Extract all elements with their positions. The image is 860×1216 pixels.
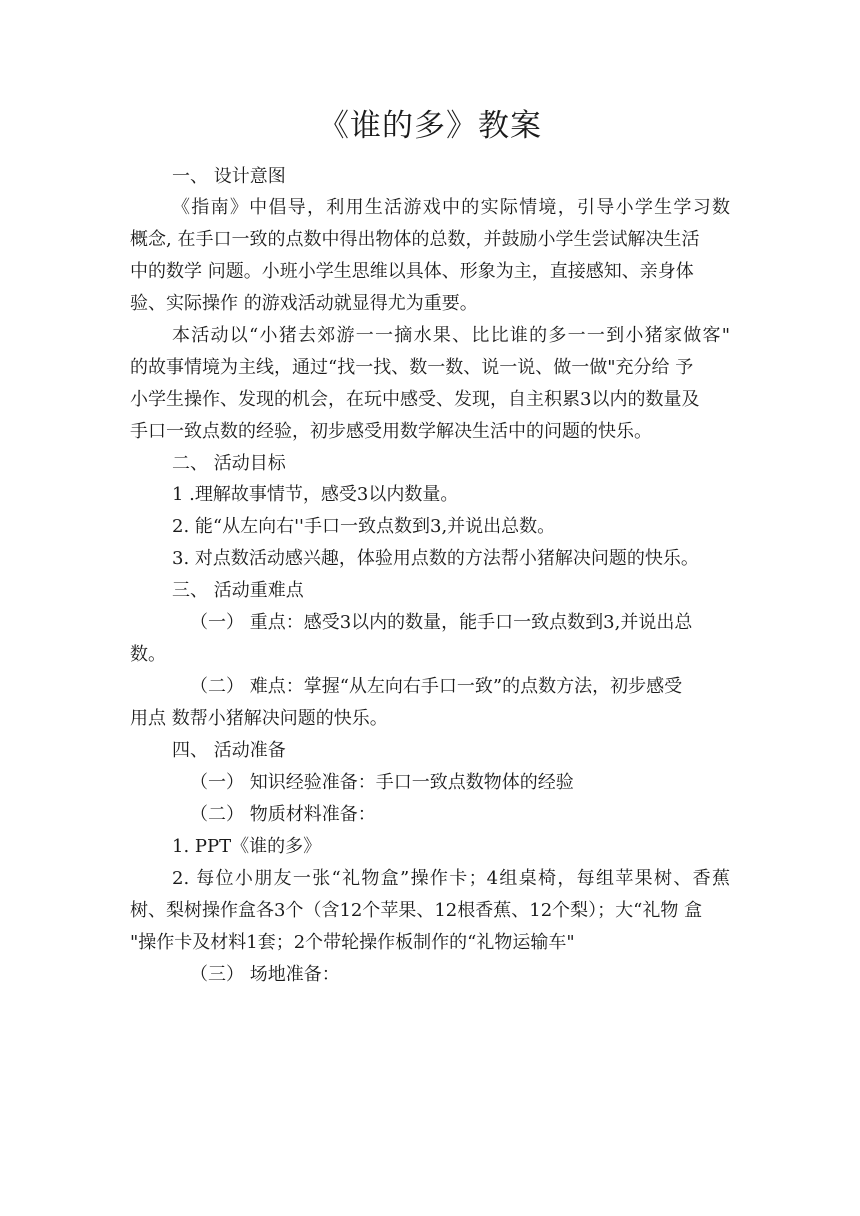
key-point-line: （一） 重点：感受3以内的数量，能手口一致点数到3,并说出总 — [190, 612, 693, 633]
difficult-point-line: （二） 难点：掌握“从左向右手口一致”的点数方法，初步感受 — [190, 676, 683, 697]
material-item-line: 树、梨树操作盒各3个（含12个苹果、12根香蕉、12个梨）；大“礼物 盒 — [130, 900, 703, 921]
material-item: 1. PPT《谁的多》 — [172, 836, 322, 857]
knowledge-preparation: （一） 知识经验准备：手口一致点数物体的经验 — [190, 772, 574, 793]
objective-item: 1 .理解故事情节，感受3以内数量。 — [172, 484, 459, 505]
paragraph-line: 的故事情境为主线，通过“找一找、数一数、说一说、做一做"充分给 予 — [130, 357, 694, 378]
difficult-point-line: 用点 数帮小猪解决问题的快乐。 — [130, 708, 388, 729]
paragraph-line: 概念, 在手口一致的点数中得出物体的总数，并鼓励小学生尝试解决生活 — [130, 229, 700, 250]
paragraph-line: 中的数学 问题。小班小学生思维以具体、形象为主，直接感知、亲身体 — [130, 261, 694, 282]
venue-preparation: （三） 场地准备： — [190, 964, 340, 985]
paragraph-line: 小学生操作、发现的机会，在玩中感受、发现，自主积累3以内的数量及 — [130, 389, 700, 410]
section-heading-design-intent: 一、 设计意图 — [172, 166, 286, 187]
section-heading-objectives: 二、 活动目标 — [172, 453, 286, 474]
paragraph-line: 本活动以“小猪去郊游一一摘水果、比比谁的多一一到小猪家做客" — [172, 325, 730, 346]
paragraph-line: 手口一致点数的经验，初步感受用数学解决生活中的问题的快乐。 — [130, 421, 652, 442]
objective-item: 2. 能“从左向右''手口一致点数到3,并说出总数。 — [172, 516, 556, 537]
objective-item: 3. 对点数活动感兴趣，体验用点数的方法帮小猪解决问题的快乐。 — [172, 548, 699, 569]
key-point-line: 数。 — [130, 644, 166, 665]
material-preparation: （二） 物质材料准备： — [190, 804, 376, 825]
material-item-line: "操作卡及材料1套；2个带轮操作板制作的“礼物运输车" — [130, 932, 575, 953]
paragraph-line: 验、实际操作 的游戏活动就显得尤为重要。 — [130, 293, 478, 314]
section-heading-preparation: 四、 活动准备 — [172, 740, 286, 761]
material-item-line: 2. 每位小朋友一张“礼物盒”操作卡；4组桌椅，每组苹果树、香蕉 — [172, 868, 730, 889]
document-title: 《谁的多》教案 — [318, 108, 542, 144]
section-heading-key-points: 三、 活动重难点 — [172, 580, 304, 601]
paragraph-line: 《指南》中倡导，利用生活游戏中的实际情境，引导小学生学习数 — [172, 197, 730, 218]
